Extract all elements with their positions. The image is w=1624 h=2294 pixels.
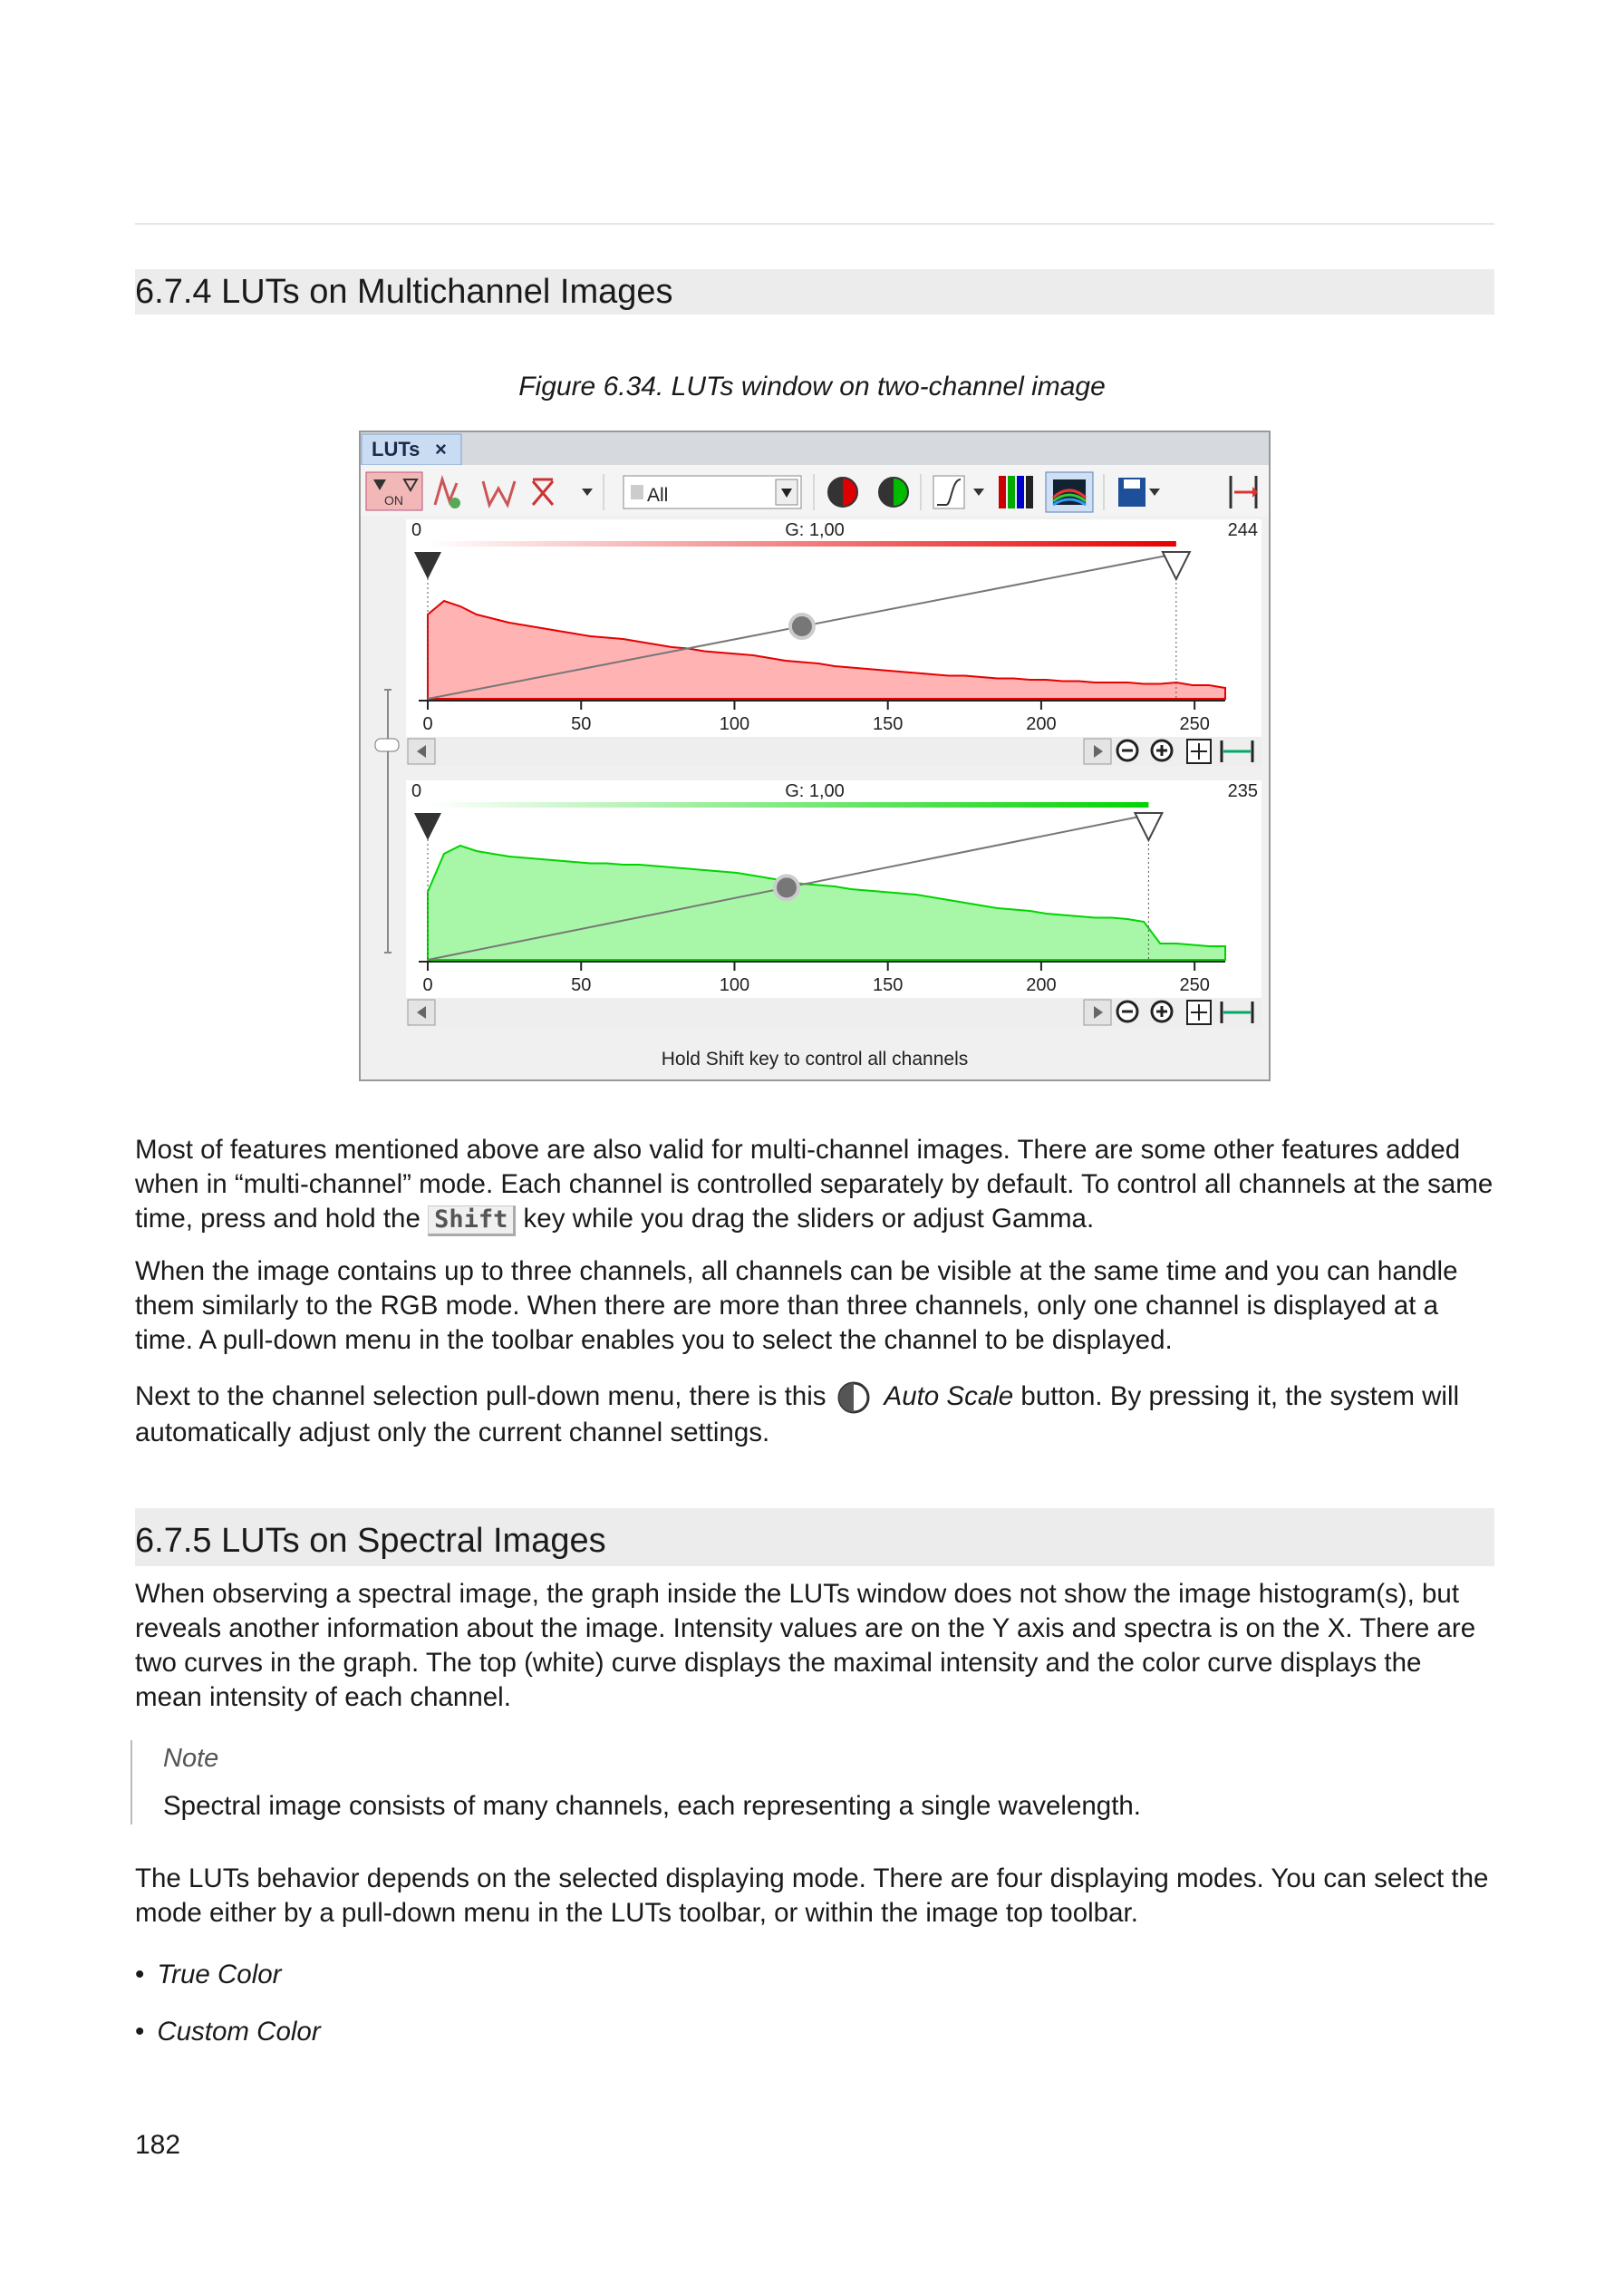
auto-scale-term: Auto Scale: [884, 1381, 1014, 1411]
section-heading-674: [135, 269, 1494, 315]
paragraph-channels: When the image contains up to three channels, all channels can be visible at the same time and you can handle them similarly to the RGB mode. When there are more than three channels, only one channel is displayed at a time. A pull-down menu in the toolbar enables you to select the channel to be displayed.: [135, 1256, 1458, 1355]
axis-tick-label: 200: [1026, 975, 1057, 995]
axis-tick-label: 150: [873, 975, 904, 995]
header-rule: [135, 223, 1494, 225]
para1-text-after: key while you drag the sliders or adjust Gamma.: [523, 1204, 1095, 1234]
channel-select[interactable]: [624, 476, 801, 508]
gamma-label[interactable]: G: 1,00: [785, 781, 845, 801]
section-title: 6.7.4 LUTs on Multichannel Images: [135, 273, 673, 311]
para3-text-after: button. By pressing it, the system will automatically adjust only the current channel settings.: [135, 1381, 1460, 1448]
channel-select-value: All: [647, 485, 669, 506]
plus-icon: [450, 498, 460, 508]
gamma-label[interactable]: G: 1,00: [785, 520, 845, 540]
max-label: 235: [1227, 781, 1258, 801]
axis-tick-label: 50: [571, 714, 592, 734]
slider-thumb[interactable]: [375, 739, 399, 751]
tab-close-icon[interactable]: ×: [435, 438, 447, 460]
gamma-handle[interactable]: [790, 615, 814, 638]
page-number: 182: [135, 2130, 181, 2160]
tab-strip: [361, 432, 1269, 465]
gamma-handle[interactable]: [775, 876, 798, 899]
shift-key: Shift: [428, 1205, 516, 1236]
axis-tick-label: 250: [1179, 975, 1210, 995]
note-title: Note: [163, 1744, 219, 1773]
luts-window: [359, 431, 1271, 1081]
intensity-gradient-bar: [428, 802, 1148, 808]
on-toggle-button[interactable]: [366, 472, 422, 510]
min-label: 0: [411, 520, 422, 540]
paragraph-spectral: When observing a spectral image, the graph inside the LUTs window does not show the image histogram(s), but reveals another information about the image. Intensity values are on the Y axis and spectra is on the X. There are two curves in the graph. The top (white) curve displays the maximal intensity and the color curve displays the mean intensity of each channel.: [135, 1579, 1476, 1712]
on-badge: ON: [384, 493, 403, 508]
channel-panel-red: [406, 519, 1262, 766]
vertical-zoom-slider[interactable]: [375, 690, 399, 953]
axis-tick-label: 100: [719, 975, 750, 995]
luts-tab[interactable]: [362, 434, 461, 465]
para3-text: Next to the channel selection pull-down menu, there is this: [135, 1381, 826, 1411]
note-box: [130, 1740, 1477, 1825]
paragraph-multichannel: [135, 1133, 1494, 1236]
channel-panel-green: [406, 780, 1262, 1027]
figure-caption: Figure 6.34. LUTs window on two-channel image: [518, 372, 1106, 402]
axis-tick-label: 50: [571, 975, 592, 995]
green-channel-button[interactable]: [879, 478, 908, 507]
note-body: Spectral image consists of many channels, each representing a single wavelength.: [163, 1791, 1141, 1821]
tab-label: LUTs: [372, 438, 420, 460]
red-channel-button[interactable]: [828, 478, 857, 507]
axis-tick-label: 200: [1026, 714, 1057, 734]
axis-tick-label: 0: [422, 975, 433, 995]
axis-tick-label: 100: [719, 714, 750, 734]
axis-tick-label: 0: [422, 714, 433, 734]
list-item: • Custom Color: [135, 2017, 321, 2047]
bullet-text: True Color: [157, 1960, 282, 1989]
section-heading-675: [135, 1508, 1494, 1566]
axis-tick-label: 250: [1179, 714, 1210, 734]
bullet-text: Custom Color: [157, 2017, 321, 2047]
auto-scale-icon: [836, 1379, 872, 1416]
list-item: • True Color: [135, 1960, 282, 1989]
footer-hint: Hold Shift key to control all channels: [661, 1049, 969, 1070]
display-mode-button[interactable]: [1046, 472, 1093, 512]
section-title: 6.7.5 LUTs on Spectral Images: [135, 1522, 606, 1560]
axis-tick-label: 150: [873, 714, 904, 734]
max-label: 244: [1227, 520, 1258, 540]
paragraph-autoscale: [135, 1379, 1494, 1450]
para1-text: Most of features mentioned above are also valid for multi-channel images. There are some other features added when in “multi-channel” mode. Each channel is controlled separately by default. To control all channels at the same time, press and hold the: [135, 1135, 1494, 1234]
min-label: 0: [411, 781, 422, 801]
luts-window-graphics: [361, 432, 1269, 1079]
paragraph-modes: The LUTs behavior depends on the selected displaying mode. There are four displaying modes. You can select the mode either by a pull-down menu in the LUTs toolbar, or within the image top toolbar.: [135, 1863, 1489, 1928]
intensity-gradient-bar: [428, 541, 1176, 547]
